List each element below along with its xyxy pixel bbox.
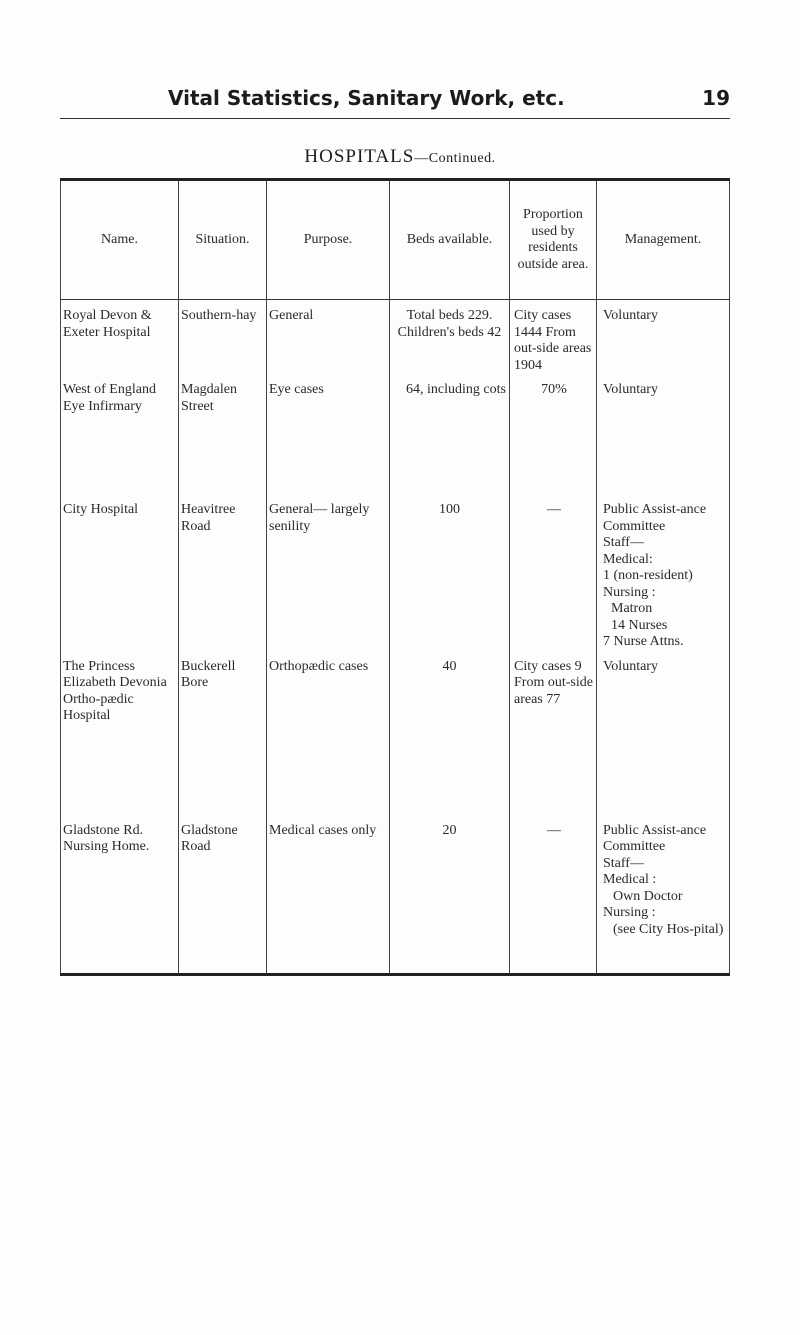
management-line: Voluntary bbox=[603, 308, 658, 323]
cell-name: West of England Eye Infirmary bbox=[61, 374, 179, 494]
running-head-title: Vital Statistics, Sanitary Work, etc. bbox=[168, 86, 565, 110]
cell-management bbox=[597, 374, 730, 494]
management-line: Voluntary bbox=[603, 382, 658, 397]
cell-situation: Heavitree Road bbox=[179, 494, 267, 651]
cell-situation: Southern-hay bbox=[179, 300, 267, 375]
management-line: (see City Hos-pital) bbox=[613, 921, 724, 937]
management-line: 1 (non-resident) bbox=[603, 568, 693, 583]
management-line: Voluntary bbox=[603, 658, 658, 674]
management-line: Nursing : bbox=[603, 584, 656, 600]
cell-proportion: City cases 1444 From out-side areas 1904 bbox=[510, 300, 597, 375]
management-line: Staff— bbox=[603, 535, 644, 550]
page-number: 19 bbox=[702, 86, 730, 110]
cell-name: City Hospital bbox=[61, 494, 179, 651]
cell-purpose: General— largely senility bbox=[267, 494, 390, 651]
cell-beds: 64, including cots bbox=[390, 374, 510, 494]
cell-situation: Gladstone Road bbox=[179, 815, 267, 975]
cell-proportion: — bbox=[510, 815, 597, 975]
hospitals-table bbox=[60, 178, 730, 976]
col-header-name: Name. bbox=[61, 180, 179, 300]
section-title-suffix: —Continued. bbox=[414, 151, 496, 166]
cell-management bbox=[597, 300, 730, 375]
management-line: Public Assist-ance Committee bbox=[603, 822, 707, 854]
cell-management bbox=[597, 815, 730, 975]
management-line: Nursing : bbox=[603, 905, 656, 920]
management-line: Own Doctor bbox=[613, 888, 683, 904]
cell-beds: 100 bbox=[390, 494, 510, 651]
cell-management bbox=[597, 494, 730, 651]
cell-proportion: City cases 9 From out-side areas 77 bbox=[510, 651, 597, 815]
table-row bbox=[61, 494, 730, 651]
table-row bbox=[61, 815, 730, 975]
col-header-proportion: Proportion used by residents outside area. bbox=[510, 180, 597, 300]
section-title-main: HOSPITALS bbox=[304, 146, 415, 167]
management-line: 7 Nurse Attns. bbox=[603, 634, 684, 649]
table-row bbox=[61, 300, 730, 375]
cell-proportion: 70% bbox=[510, 374, 597, 494]
table-row bbox=[61, 651, 730, 815]
cell-situation: Magdalen Street bbox=[179, 374, 267, 494]
cell-beds: Total beds 229. Children's beds 42 bbox=[390, 300, 510, 375]
cell-purpose: Eye cases bbox=[267, 374, 390, 494]
cell-management bbox=[597, 651, 730, 815]
cell-purpose: General bbox=[267, 300, 390, 375]
section-title bbox=[0, 146, 800, 168]
col-header-situation: Situation. bbox=[179, 180, 267, 300]
management-line: Medical : bbox=[603, 872, 657, 887]
cell-situation: Buckerell Bore bbox=[179, 651, 267, 815]
management-line: 14 Nurses bbox=[611, 617, 668, 633]
col-header-beds: Beds available. bbox=[390, 180, 510, 300]
cell-name: The Princess Elizabeth Devonia Ortho-pædic Hospital bbox=[61, 651, 179, 815]
cell-name: Royal Devon & Exeter Hospital bbox=[61, 300, 179, 375]
cell-proportion: — bbox=[510, 494, 597, 651]
table-row bbox=[61, 374, 730, 494]
management-line: Medical: bbox=[603, 551, 653, 567]
cell-beds: 40 bbox=[390, 651, 510, 815]
cell-purpose: Orthopædic cases bbox=[267, 651, 390, 815]
col-header-purpose: Purpose. bbox=[267, 180, 390, 300]
cell-name: Gladstone Rd. Nursing Home. bbox=[61, 815, 179, 975]
management-line: Staff— bbox=[603, 855, 644, 871]
cell-beds: 20 bbox=[390, 815, 510, 975]
management-line: Public Assist-ance Committee bbox=[603, 502, 707, 534]
col-header-management: Management. bbox=[597, 180, 730, 300]
cell-purpose: Medical cases only bbox=[267, 815, 390, 975]
management-line: Matron bbox=[611, 601, 653, 616]
running-head bbox=[60, 84, 730, 119]
table-header-row bbox=[61, 180, 730, 300]
